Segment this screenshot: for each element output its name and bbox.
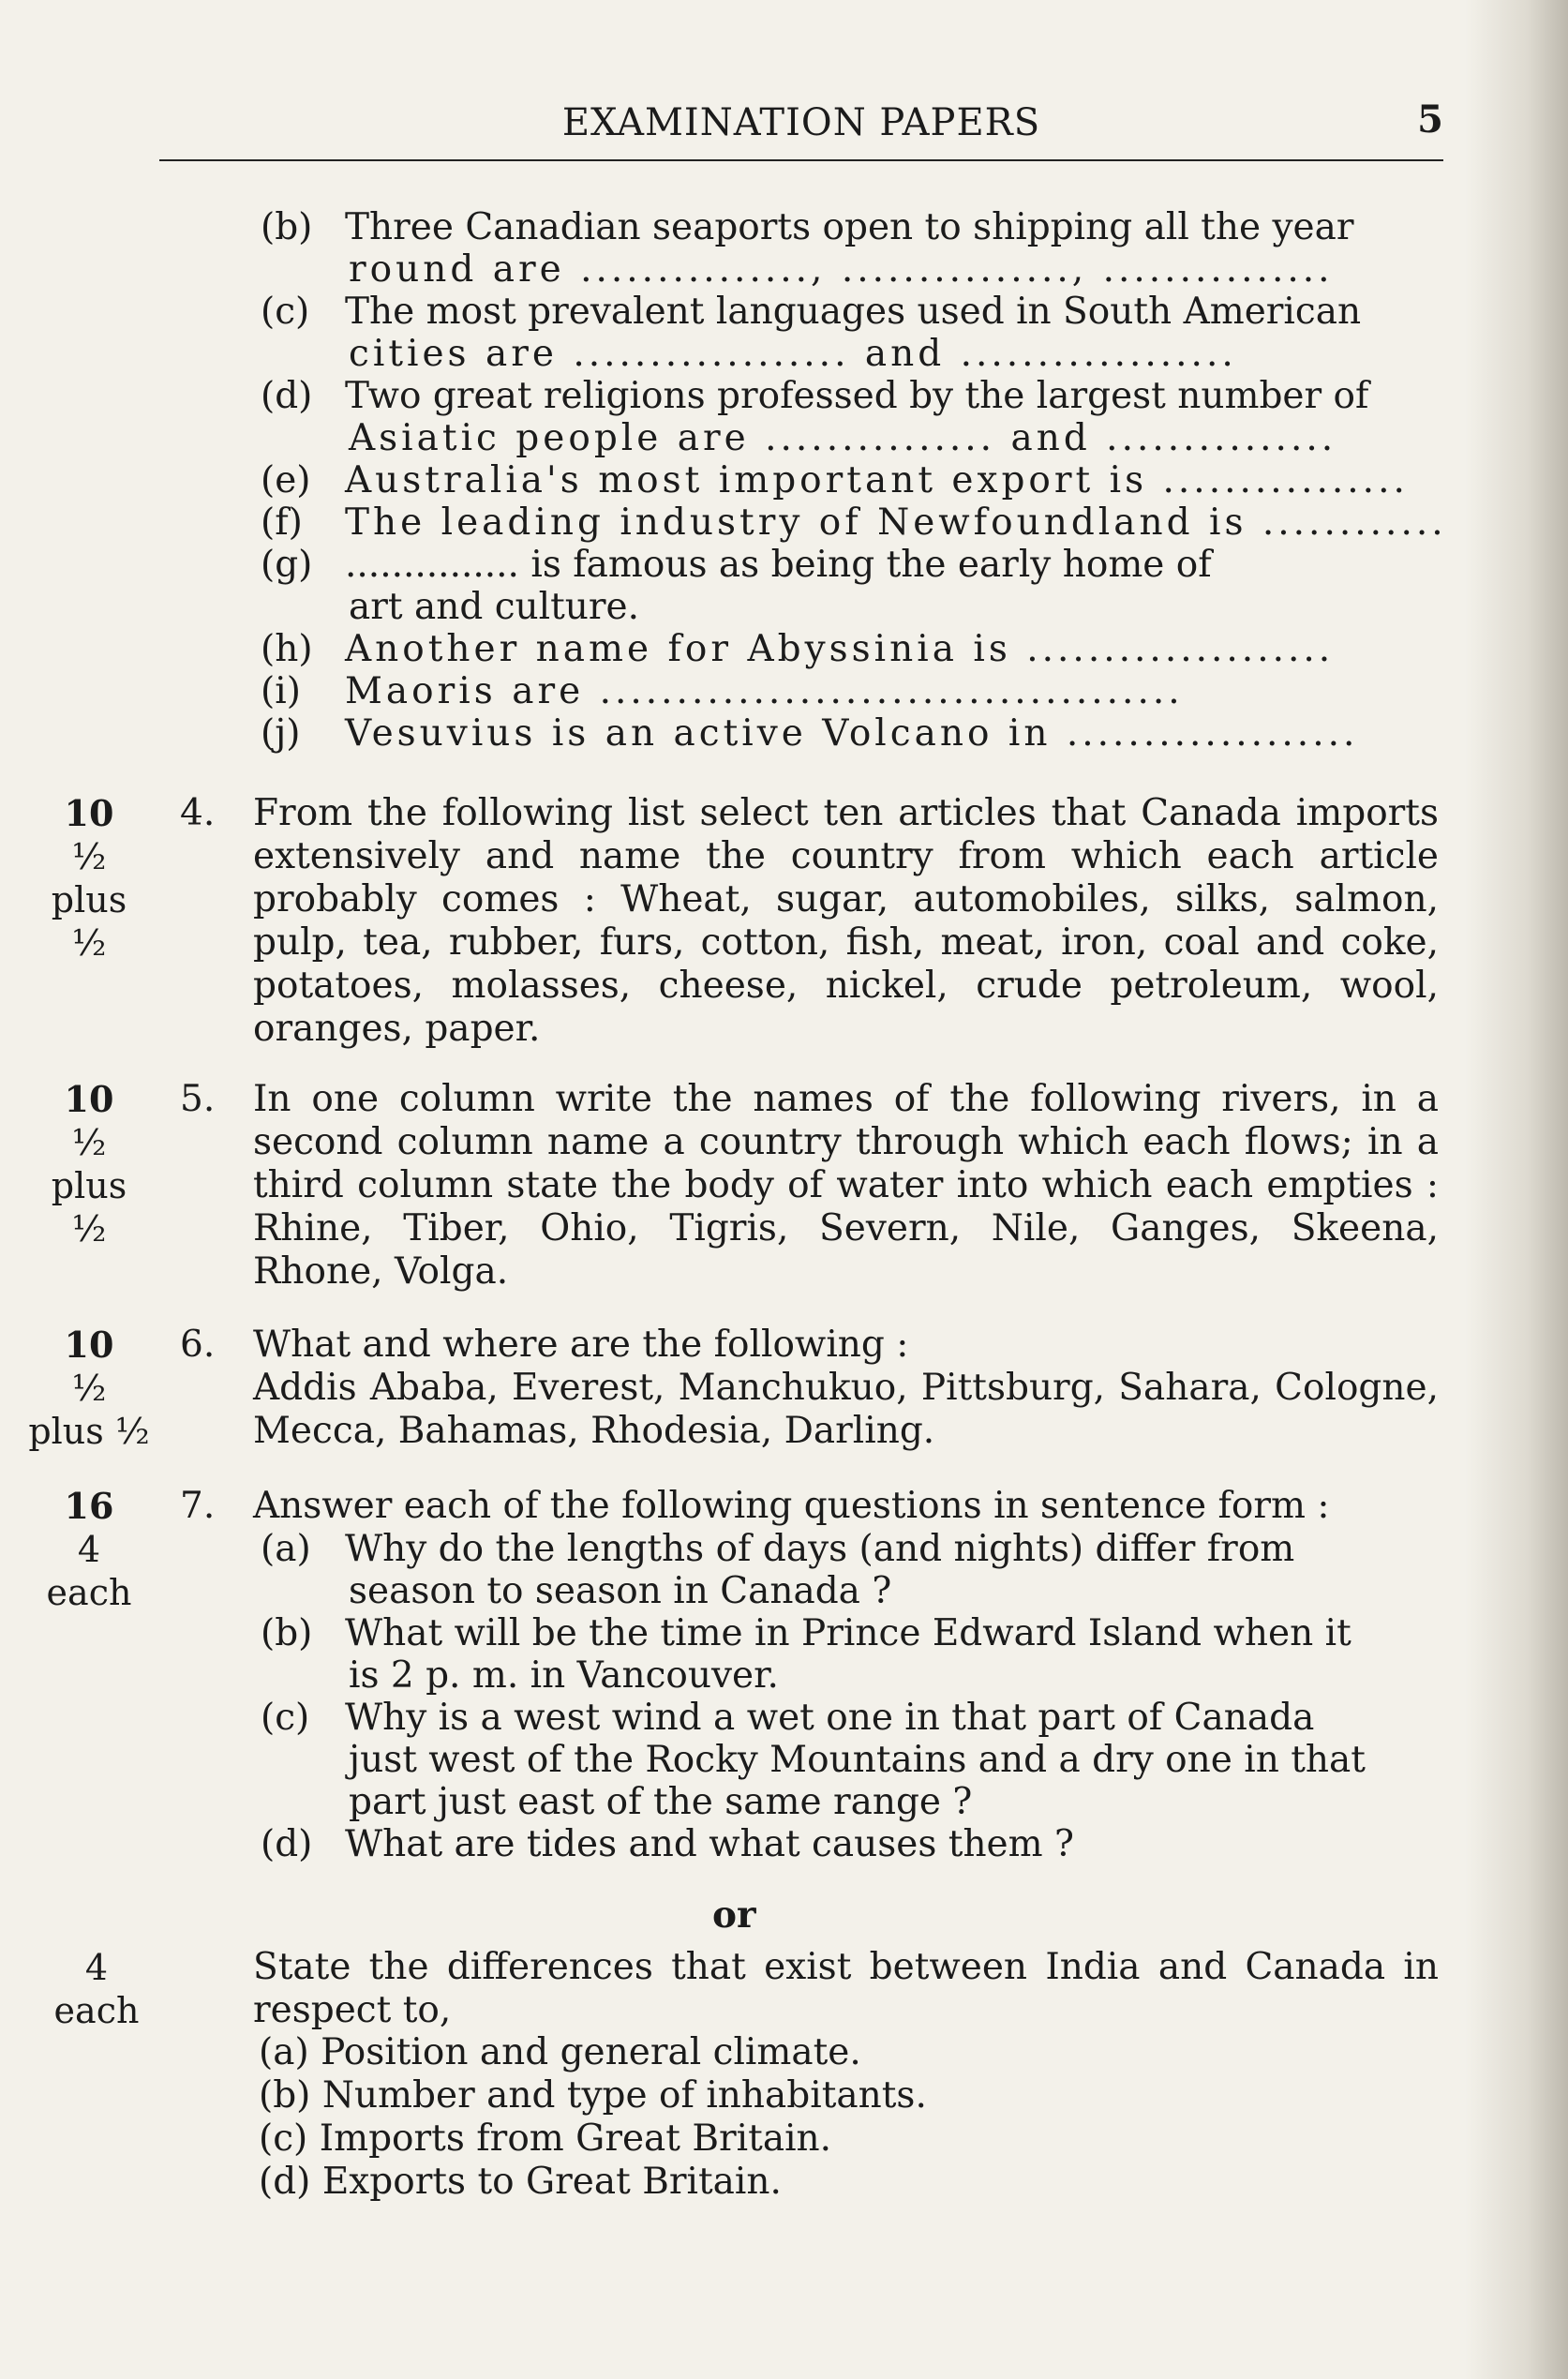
part-label: (c) bbox=[261, 1697, 310, 1739]
q6-marks bbox=[28, 1324, 150, 1453]
marks-plus: plus bbox=[51, 1165, 127, 1206]
part-text: just west of the Rocky Mountains and a dry one in that bbox=[349, 1739, 1366, 1781]
part-text: Number and type of inhabitants. bbox=[321, 2074, 927, 2117]
marks-total: 10 bbox=[64, 1324, 114, 1366]
part-text: Why do the lengths of days (and nights) differ from bbox=[345, 1528, 1295, 1570]
part-label: (b) bbox=[259, 2074, 311, 2117]
item-label: (g) bbox=[261, 544, 313, 586]
q7-alt-text: State the differences that exist between India and Canada in respect to, bbox=[253, 1946, 1439, 2031]
page-number: 5 bbox=[1417, 97, 1443, 142]
q7-parts bbox=[261, 1528, 1443, 1875]
marks-each: each bbox=[46, 1572, 132, 1613]
item-text: The leading industry of Newfoundland is ............ bbox=[345, 501, 1447, 544]
item-text: cities are .................. and .................. bbox=[349, 333, 1237, 375]
q6-number: 6. bbox=[180, 1324, 216, 1366]
marks-plus: plus bbox=[51, 879, 127, 920]
q4-marks bbox=[28, 792, 150, 965]
part-text: What will be the time in Prince Edward Island when it bbox=[345, 1612, 1351, 1654]
q5-text: In one column write the names of the following rivers, in a second column name a country through which each flows; in a third column state the body of water into which each empties : Rhine, Tiber, Ohio, Tigris, Severn, Nile, Ganges, Skeena, Rhone, Volga. bbox=[253, 1078, 1439, 1293]
marks-part: ½ bbox=[71, 1122, 107, 1163]
marks-part: ½ bbox=[71, 836, 107, 877]
part-label: (c) bbox=[259, 2117, 308, 2160]
item-label: (e) bbox=[261, 459, 311, 501]
q5-number: 5. bbox=[180, 1078, 216, 1120]
item-text: Australia's most important export is ................ bbox=[345, 459, 1409, 501]
or-separator: or bbox=[712, 1893, 756, 1937]
q7-marks bbox=[28, 1485, 150, 1614]
item-label: (b) bbox=[261, 206, 313, 248]
part-label: (b) bbox=[261, 1612, 313, 1654]
marks-plus: plus ½ bbox=[28, 1411, 150, 1452]
q3-items bbox=[261, 206, 1447, 769]
part-label: (d) bbox=[261, 1823, 313, 1865]
marks-total: 10 bbox=[64, 1078, 114, 1120]
item-label: (j) bbox=[261, 712, 301, 755]
item-label: (h) bbox=[261, 628, 313, 670]
item-text: Asiatic people are ............... and ............... bbox=[349, 417, 1337, 459]
item-text: Two great religions professed by the largest number of bbox=[345, 375, 1369, 417]
part-text: Why is a west wind a wet one in that part of Canada bbox=[345, 1697, 1315, 1739]
item-label: (f) bbox=[261, 501, 303, 544]
item-text: Vesuvius is an active Volcano in ................... bbox=[345, 712, 1359, 755]
part-text: Position and general climate. bbox=[321, 2031, 861, 2073]
q4-number: 4. bbox=[180, 792, 216, 834]
marks-total: 10 bbox=[64, 792, 114, 834]
marks-part: 4 bbox=[77, 1529, 101, 1570]
item-text: Another name for Abyssinia is .................... bbox=[345, 628, 1335, 670]
item-text: The most prevalent languages used in South American bbox=[345, 291, 1362, 333]
item-label: (d) bbox=[261, 375, 313, 417]
part-text: season to season in Canada ? bbox=[349, 1570, 892, 1612]
part-label: (d) bbox=[259, 2161, 311, 2203]
marks-part: ½ bbox=[71, 922, 107, 964]
part-text: Imports from Great Britain. bbox=[319, 2117, 832, 2160]
q7-alt-part-a bbox=[259, 2031, 861, 2074]
item-text: art and culture. bbox=[349, 586, 640, 628]
q7-alt-part-c bbox=[259, 2117, 831, 2161]
q7-number: 7. bbox=[180, 1485, 216, 1527]
marks-part: ½ bbox=[71, 1368, 107, 1409]
q7-alt-part-b bbox=[259, 2074, 927, 2117]
q6-text-l1: What and where are the following : bbox=[253, 1324, 909, 1366]
marks-total: 16 bbox=[64, 1485, 114, 1527]
q7-alt-marks bbox=[36, 1946, 157, 2032]
part-text: is 2 p. m. in Vancouver. bbox=[349, 1654, 779, 1697]
part-label: (a) bbox=[261, 1528, 311, 1570]
item-text: round are ..............., ..............., ............... bbox=[349, 248, 1334, 291]
marks-part: 4 bbox=[84, 1947, 109, 1988]
part-label: (a) bbox=[259, 2031, 309, 2073]
marks-part: ½ bbox=[71, 1208, 107, 1249]
q7-alt-part-d bbox=[259, 2161, 782, 2204]
item-text: ............... is famous as being the early home of bbox=[345, 544, 1212, 586]
part-text: What are tides and what causes them ? bbox=[345, 1823, 1074, 1865]
page-edge-shadow bbox=[1465, 0, 1568, 2379]
marks-each: each bbox=[53, 1990, 140, 2031]
item-label: (i) bbox=[261, 670, 301, 712]
item-text: Maoris are ...................................... bbox=[345, 670, 1184, 712]
part-text: Exports to Great Britain. bbox=[321, 2161, 782, 2203]
page-header bbox=[159, 94, 1443, 159]
q6-text-l2: Addis Ababa, Everest, Manchukuo, Pittsburg, Sahara, Cologne, Mecca, Bahamas, Rhodesia, Darling. bbox=[253, 1367, 1439, 1452]
q7-intro: Answer each of the following questions in sentence form : bbox=[253, 1485, 1330, 1527]
item-label: (c) bbox=[261, 291, 310, 333]
q4-text: From the following list select ten articles that Canada imports extensively and name the country from which each article probably comes : Wheat, sugar, automobiles, silks, salmon, pulp, tea, rubber, furs, cotton, fish, meat, iron, coal and coke, potatoes, molasses, cheese, nickel, crude petroleum, wool, oranges, paper. bbox=[253, 792, 1439, 1050]
part-text: part just east of the same range ? bbox=[349, 1781, 973, 1823]
q5-marks bbox=[28, 1078, 150, 1250]
header-rule bbox=[159, 159, 1443, 161]
item-text: Three Canadian seaports open to shipping all the year bbox=[345, 206, 1354, 248]
running-title: EXAMINATION PAPERS bbox=[561, 101, 1041, 144]
